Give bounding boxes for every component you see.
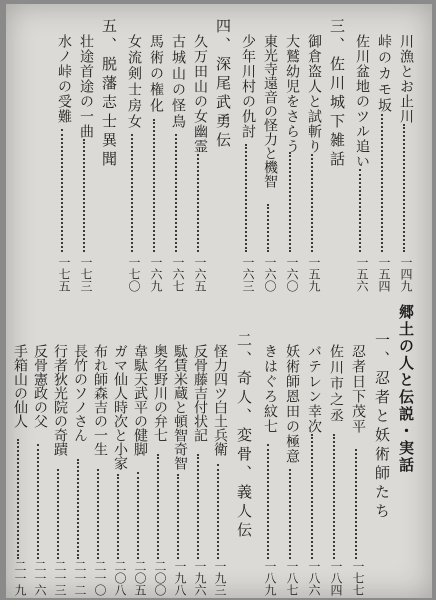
page-number: 一八六 [307, 560, 321, 596]
toc-entry-title: 手箱山の仙人 [12, 344, 28, 428]
leader-dots [267, 204, 271, 252]
toc-entry-title: 布れ師森吉の一生 [92, 344, 108, 456]
toc-entry-title: バテレン幸次 [306, 344, 322, 434]
page-number: 一九六 [193, 560, 207, 596]
page-number: 二一九 [13, 560, 27, 596]
toc-entry-title: ガマ仙人時次と小家 [112, 344, 128, 470]
page-number: 一六七 [171, 256, 185, 292]
toc-entry-title: 御倉盗人と試斬り [306, 34, 322, 154]
page-number: 一五六 [355, 256, 369, 292]
toc-entry-title: きはぐろ紋七 [262, 344, 278, 434]
leader-dots [177, 474, 181, 559]
toc-entry-title: 女流剣士房女 [126, 34, 142, 130]
page-number: 一五九 [307, 256, 321, 292]
leader-dots [37, 444, 41, 559]
page-number: 二一六 [33, 560, 47, 596]
page-number: 一九三 [213, 560, 227, 596]
leader-dots [197, 154, 201, 252]
toc-entry-title: 韋駄天武平の健脚 [132, 344, 148, 456]
leader-dots [83, 139, 87, 252]
toc-entry-title: 川漁とお止川 [398, 34, 414, 124]
section-2-heading: 二、奇人、変骨、義人伝 [235, 332, 253, 541]
section-1-heading: 一、忍者と妖術師たち [373, 332, 391, 522]
page-number: 二一〇 [93, 560, 107, 596]
toc-entry-title: 久万田山の女幽霊 [192, 34, 208, 154]
leader-dots [157, 454, 161, 559]
page-number: 一七三 [79, 256, 93, 292]
leader-dots [131, 134, 135, 252]
page-number: 二一三 [53, 560, 67, 596]
toc-entry-title: 佐川市之丞 [328, 344, 344, 424]
leader-dots [153, 119, 157, 252]
page-number: 一七〇 [127, 256, 141, 292]
toc-entry-title: 駄賃米蔵と頓智奇智 [172, 344, 188, 470]
page-number: 一六三 [241, 256, 255, 292]
page-number: 一六五 [193, 256, 207, 292]
leader-dots [117, 474, 121, 559]
leader-dots [403, 124, 407, 252]
toc-entry-title: 古城山の怪鳥 [170, 34, 186, 130]
leader-dots [267, 444, 271, 559]
toc-entry-title: 反骨憲政の父 [32, 344, 48, 428]
page-number: 一五四 [377, 256, 391, 292]
toc-entry-title: 馬術の権化 [148, 34, 164, 114]
toc-entry-title: 水ノ峠の受難 [56, 34, 72, 124]
leader-dots [245, 144, 249, 252]
leader-dots [289, 469, 293, 559]
toc-entry-title: 行者狄光院の奇蹟 [52, 344, 68, 456]
page-number: 一八九 [263, 560, 277, 596]
toc-entry-title: 東光寺遠音の怪力と機智 [262, 34, 278, 188]
page-number: 一八四 [329, 560, 343, 596]
page-number: 一八七 [285, 560, 299, 596]
toc-entry-title: 峠のカモ坂 [376, 34, 392, 114]
page-number: 一四九 [399, 256, 413, 292]
leader-dots [359, 169, 363, 252]
leader-dots [333, 434, 337, 559]
toc-entry-title: 長竹のソノさん [72, 344, 88, 442]
leader-dots [289, 152, 293, 252]
section-5-heading: 五、脱藩志士異聞 [100, 18, 118, 170]
chapter-headline: 郷土の人と伝説・実話 [397, 304, 415, 474]
page-number: 一六〇 [285, 256, 299, 292]
leader-dots [137, 472, 141, 559]
toc-entry-title: 反骨藤吉付状記 [192, 344, 208, 442]
leader-dots [381, 114, 385, 252]
toc-entry-title: 妖術師恩田の極意 [284, 344, 300, 464]
toc-entry-title: 奥名野川の弁七 [152, 344, 168, 442]
toc-entry-title: 壮途首途の一曲 [78, 34, 94, 139]
leader-dots [311, 434, 315, 559]
toc-entry-title: 少年川村の仇討 [240, 34, 256, 139]
page-number: 二〇〇 [153, 560, 167, 596]
section-4-heading: 四、深尾武勇伝 [214, 18, 232, 151]
page-number: 一六九 [149, 256, 163, 292]
toc-entry-title: 大鷲幼児をさらう [284, 34, 300, 154]
toc-entry-title: 忍者日下茂平 [350, 344, 366, 434]
leader-dots [355, 449, 359, 559]
toc-entry-title: 佐川盆地のツル追い [354, 34, 370, 169]
leader-dots [311, 154, 315, 252]
leader-dots [217, 464, 221, 559]
toc-entry-title: 怪力四ツ白土兵衛 [212, 344, 228, 456]
leader-dots [57, 469, 61, 559]
page-number: 二〇八 [113, 560, 127, 596]
page-number: 二一二 [73, 560, 87, 596]
leader-dots [197, 454, 201, 559]
leader-dots [17, 439, 21, 559]
leader-dots [61, 129, 65, 252]
leader-dots [77, 459, 81, 559]
section-3-heading: 三、佐川城下雑話 [328, 18, 346, 170]
page-number: 一七七 [351, 560, 365, 596]
book-page [6, 4, 432, 598]
leader-dots [97, 469, 101, 559]
page-number: 二〇五 [133, 560, 147, 596]
page-number: 一七五 [57, 256, 71, 292]
leader-dots [175, 134, 179, 252]
page-number: 一九八 [173, 560, 187, 596]
page-number: 一六〇 [263, 256, 277, 292]
